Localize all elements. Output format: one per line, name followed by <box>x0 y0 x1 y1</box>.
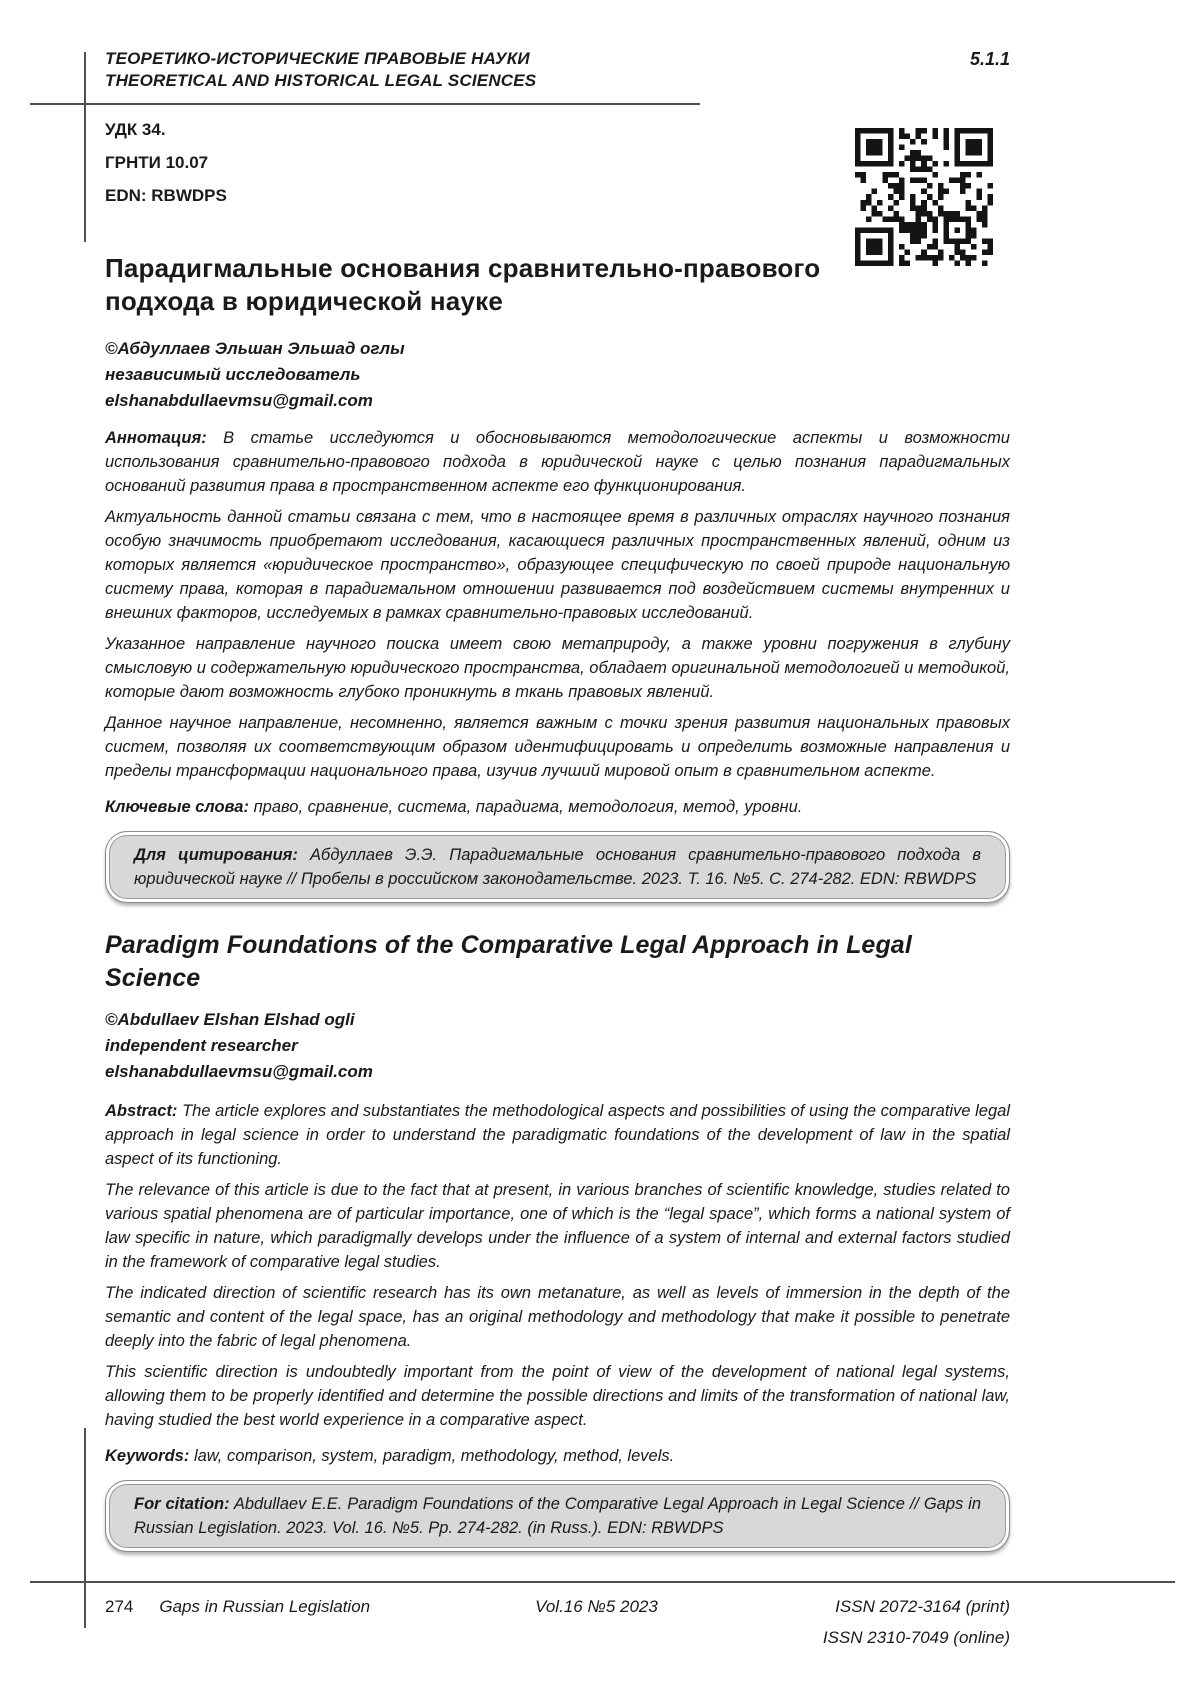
author-block-en <box>105 1007 1010 1085</box>
article-body <box>105 252 1010 1552</box>
author-email-ru: elshanabdullaevmsu@gmail.com <box>105 391 373 410</box>
article-title-ru: Парадигмальные основания сравнительно-правового подхода в юридической науке <box>105 253 821 316</box>
issn-print: ISSN 2072-3164 (print) <box>835 1597 1010 1616</box>
author-name-en: ©Abdullaev Elshan Elshad ogli <box>105 1010 355 1029</box>
keywords-ru: Ключевые слова: право, сравнение, система, парадигма, методология, метод, уровни. <box>105 798 803 816</box>
left-margin-rule-top <box>84 52 86 242</box>
grnti-code: ГРНТИ 10.07 <box>105 153 209 172</box>
section-heading-ru: ТЕОРЕТИКО-ИСТОРИЧЕСКИЕ ПРАВОВЫЕ НАУКИ <box>105 49 530 68</box>
abstract-en <box>105 1099 1010 1432</box>
abstract-paragraph: Указанное направление научного поиска имеет свою метаприроду, а также уровни погружения в глубину смысловую и содержательную юридического пространства, обладает оригинальной методологией и методикой, которые дают возможность глубоко проникнуть в ткань правовых явлений. <box>105 635 1010 701</box>
section-heading <box>105 48 536 92</box>
abstract-label-ru: Аннотация: <box>105 429 207 447</box>
abstract-paragraph: Данное научное направление, несомненно, является важным с точки зрения развития национальных правовых систем, позволяя их соответствующим образом идентифицировать и определить возможные направления и пределы трансформации национального права, изучив лучший мировой опыт в сравнительном аспекте. <box>105 714 1010 780</box>
author-affiliation-ru: независимый исследователь <box>105 365 361 384</box>
abstract-paragraph: Аннотация: В статье исследуются и обосновываются методологические аспекты и возможности использования сравнительно-правового подхода в юридической науке с целью познания парадигмальных оснований развития права в пространственном аспекте его функционирования. <box>105 429 1010 495</box>
qr-code <box>855 128 993 266</box>
journal-name: Gaps in Russian Legislation <box>159 1597 371 1616</box>
running-head <box>105 48 1010 92</box>
left-margin-rule-bottom <box>84 1428 86 1628</box>
author-affiliation-en: independent researcher <box>105 1036 298 1055</box>
footer-issn <box>823 1596 1010 1658</box>
author-name-ru: ©Абдуллаев Эльшан Эльшад оглы <box>105 339 405 358</box>
article-meta-codes <box>105 120 227 219</box>
abstract-paragraph: The relevance of this article is due to the fact that at present, in various branches of scientific knowledge, studies related to various spatial phenomena are of particular importance, one of which is the “legal space”, which forms a national system of law specific in nature, which paradigmally develops under the influence of a system of internal and external factors studied in the framework of comparative legal studies. <box>105 1181 1010 1271</box>
author-block-ru <box>105 336 1010 414</box>
page-number: 274 <box>105 1597 134 1616</box>
page-footer <box>105 1596 1010 1658</box>
abstract-paragraph: The indicated direction of scientific research has its own metanature, as well as levels of immersion in the depth of the semantic and content of the legal space, has an original methodology and methodology that make it possible to penetrate deeply into the fabric of legal phenomena. <box>105 1284 1010 1350</box>
abstract-paragraph: Актуальность данной статьи связана с тем, что в настоящее время в различных отраслях научного познания особую значимость приобретают исследования, касающиеся различных пространственных явлений, одним из которых является «юридическое пространство», образующее специфическую по своей природе национальную систему права, которая в парадигмальном отношении развивается под воздействием системы внутренних и внешних факторов, исследуемых в рамках сравнительно-правовых исследований. <box>105 508 1010 622</box>
author-email-en: elshanabdullaevmsu@gmail.com <box>105 1062 373 1081</box>
edn-code: EDN: RBWDPS <box>105 186 227 205</box>
section-heading-en: THEORETICAL AND HISTORICAL LEGAL SCIENCES <box>105 71 537 90</box>
citation-box-en: For citation: Abdullaev E.E. Paradigm Foundations of the Comparative Legal Approach in Legal Science // Gaps in Russian Legislation. 2023. Vol. 16. №5. Pp. 274-282. (in Russ.). EDN: RBWDPS <box>105 1480 1010 1552</box>
footer-left <box>105 1596 370 1618</box>
citation-box-ru: Для цитирования: Абдуллаев Э.Э. Парадигмальные основания сравнительно-правового подхода в юридической науке // Пробелы в российском законодательстве. 2023. Т. 16. №5. С. 274-282. EDN: RBWDPS <box>105 831 1010 903</box>
article-title-en: Paradigm Foundations of the Comparative Legal Approach in Legal Science <box>105 931 912 992</box>
abstract-paragraph: This scientific direction is undoubtedly important from the point of view of the development of national legal systems, allowing them to be properly identified and determine the possible directions and limits of the transformation of national law, having studied the best world experience in a comparative aspect. <box>105 1363 1010 1429</box>
citation-label-en: For citation: <box>134 1495 230 1513</box>
header-divider-rule <box>30 103 700 105</box>
abstract-label-en: Abstract: <box>105 1102 178 1120</box>
keywords-en: Keywords: law, comparison, system, paradigm, methodology, method, levels. <box>105 1447 675 1465</box>
keywords-label-en: Keywords: <box>105 1447 190 1465</box>
keywords-label-ru: Ключевые слова: <box>105 798 249 816</box>
issn-online: ISSN 2310-7049 (online) <box>822 1628 1010 1647</box>
specialty-code: 5.1.1 <box>969 49 1010 69</box>
footer-divider-rule <box>30 1581 1175 1583</box>
volume-issue-year: Vol.16 №5 2023 <box>535 1597 658 1616</box>
udc-code: УДК 34. <box>105 120 166 139</box>
abstract-paragraph: Abstract: The article explores and substantiates the methodological aspects and possibilities of using the comparative legal approach in legal science in order to understand the paradigmatic foundations of the development of law in the spatial aspect of its functioning. <box>105 1102 1011 1168</box>
citation-label-ru: Для цитирования: <box>134 846 298 864</box>
abstract-ru <box>105 426 1010 783</box>
